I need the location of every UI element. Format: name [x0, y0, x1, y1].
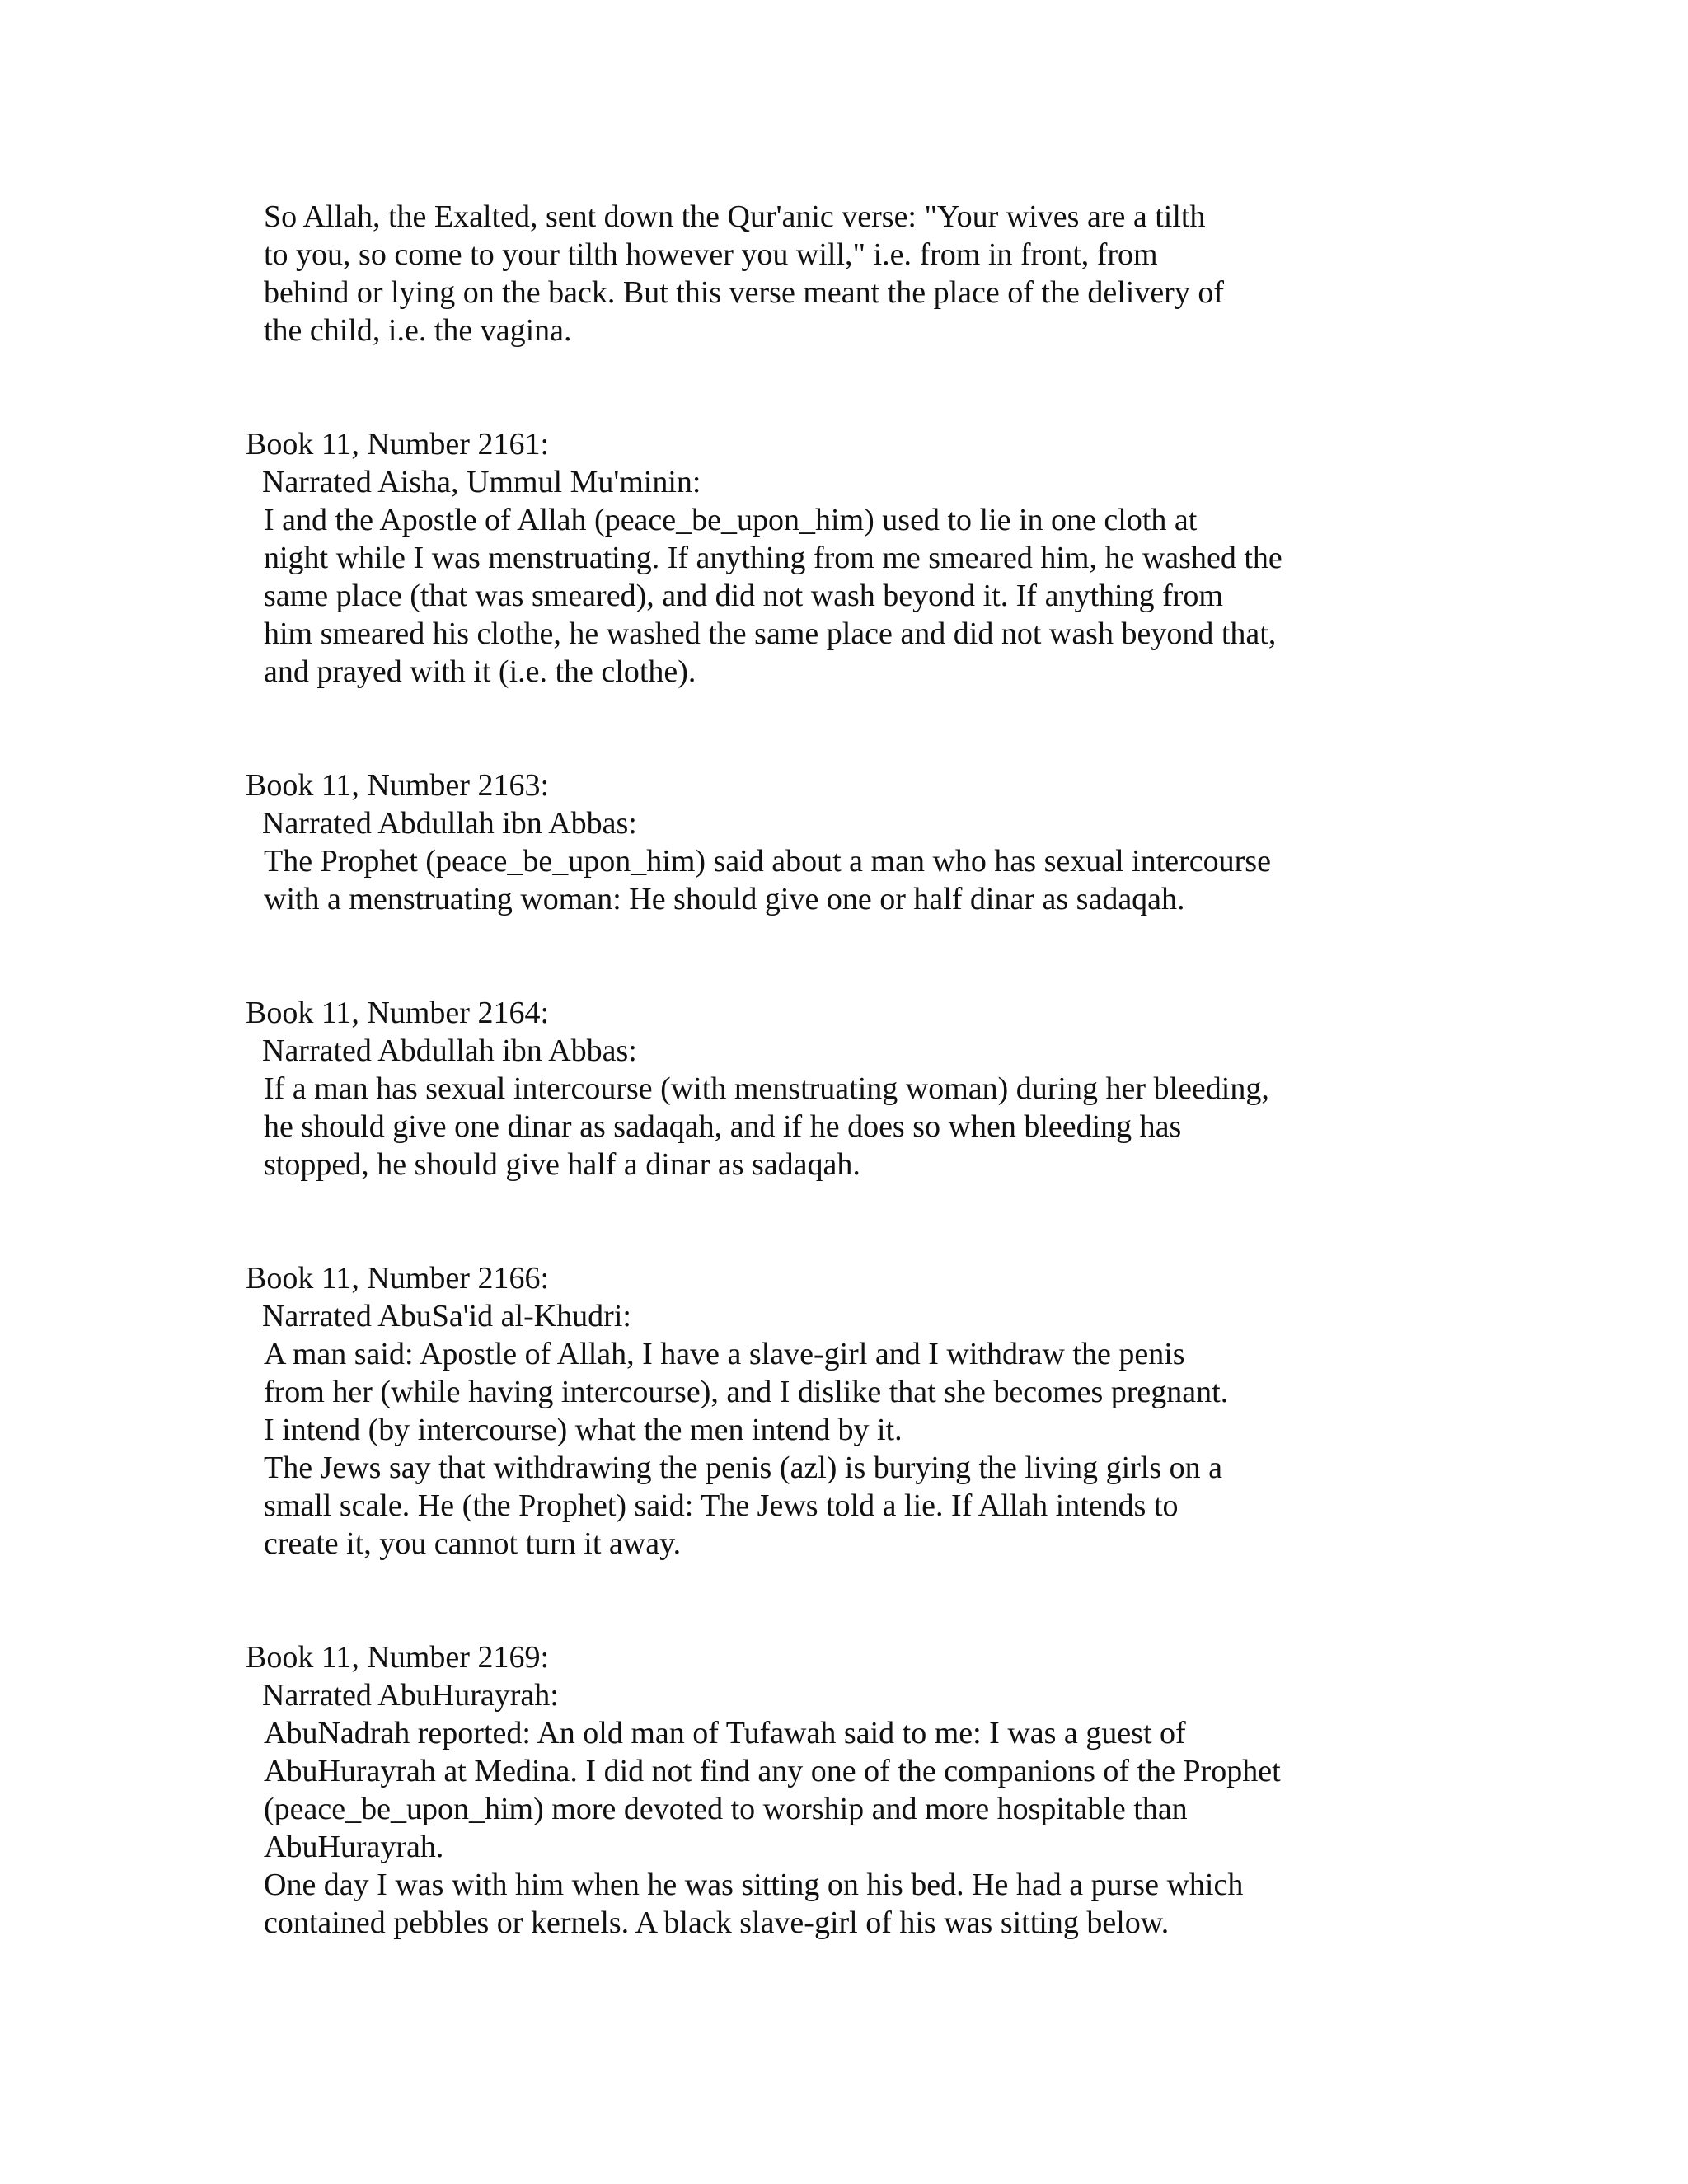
entry-text-line: AbuHurayrah at Medina. I did not find any one of the companions of the Prophet: [264, 1754, 1281, 1788]
entry-text-line: AbuHurayrah.: [264, 1830, 444, 1864]
entry-text-line: with a menstruating woman: He should give one or half dinar as sadaqah.: [264, 882, 1185, 916]
entry-text-line: small scale. He (the Prophet) said: The Jews told a lie. If Allah intends to: [264, 1488, 1179, 1523]
entry-narrator: Narrated AbuSa'id al-Khudri:: [262, 1299, 631, 1333]
intro-line: behind or lying on the back. But this verse meant the place of the delivery of: [264, 275, 1224, 310]
entry-text-line: night while I was menstruating. If anything from me smeared him, he washed the: [264, 541, 1282, 575]
entry-text-line: (peace_be_upon_him) more devoted to worship and more hospitable than: [264, 1792, 1188, 1826]
intro-line: So Allah, the Exalted, sent down the Qur'anic verse: "Your wives are a tilth: [264, 199, 1206, 234]
entry-text-line: him smeared his clothe, he washed the same place and did not wash beyond that,: [264, 616, 1277, 651]
entry-narrator: Narrated AbuHurayrah:: [262, 1678, 559, 1713]
entry-text-line: and prayed with it (i.e. the clothe).: [264, 654, 696, 689]
entry-text-line: One day I was with him when he was sitting on his bed. He had a purse which: [264, 1868, 1244, 1902]
entry-narrator: Narrated Abdullah ibn Abbas:: [262, 1033, 637, 1068]
entry-heading: Book 11, Number 2164:: [246, 996, 550, 1030]
intro-line: the child, i.e. the vagina.: [264, 313, 572, 348]
entry-heading: Book 11, Number 2163:: [246, 768, 550, 803]
entry-text-line: A man said: Apostle of Allah, I have a slave-girl and I withdraw the penis: [264, 1337, 1185, 1371]
entry-text-line: AbuNadrah reported: An old man of Tufawah said to me: I was a guest of: [264, 1716, 1186, 1750]
entry-text-line: from her (while having intercourse), and I dislike that she becomes pregnant.: [264, 1375, 1229, 1409]
entry-text-line: I and the Apostle of Allah (peace_be_upon_him) used to lie in one cloth at: [264, 503, 1198, 537]
entry-text-line: same place (that was smeared), and did not wash beyond it. If anything from: [264, 579, 1223, 613]
entry-heading: Book 11, Number 2166:: [246, 1261, 550, 1296]
entry-text-line: contained pebbles or kernels. A black slave-girl of his was sitting below.: [264, 1905, 1170, 1940]
entry-narrator: Narrated Abdullah ibn Abbas:: [262, 806, 637, 841]
entry-narrator: Narrated Aisha, Ummul Mu'minin:: [262, 465, 701, 499]
entry-text-line: he should give one dinar as sadaqah, and if he does so when bleeding has: [264, 1109, 1182, 1144]
entry-text-line: stopped, he should give half a dinar as sadaqah.: [264, 1147, 860, 1182]
entry-text-line: create it, you cannot turn it away.: [264, 1526, 682, 1561]
intro-line: to you, so come to your tilth however you will," i.e. from in front, from: [264, 237, 1158, 272]
entry-text-line: If a man has sexual intercourse (with menstruating woman) during her bleeding,: [264, 1071, 1269, 1106]
entry-text-line: I intend (by intercourse) what the men intend by it.: [264, 1413, 903, 1447]
entry-heading: Book 11, Number 2169:: [246, 1640, 550, 1675]
entry-heading: Book 11, Number 2161:: [246, 427, 550, 462]
entry-text-line: The Jews say that withdrawing the penis (azl) is burying the living girls on a: [264, 1451, 1222, 1485]
entry-text-line: The Prophet (peace_be_upon_him) said about a man who has sexual intercourse: [264, 844, 1271, 879]
